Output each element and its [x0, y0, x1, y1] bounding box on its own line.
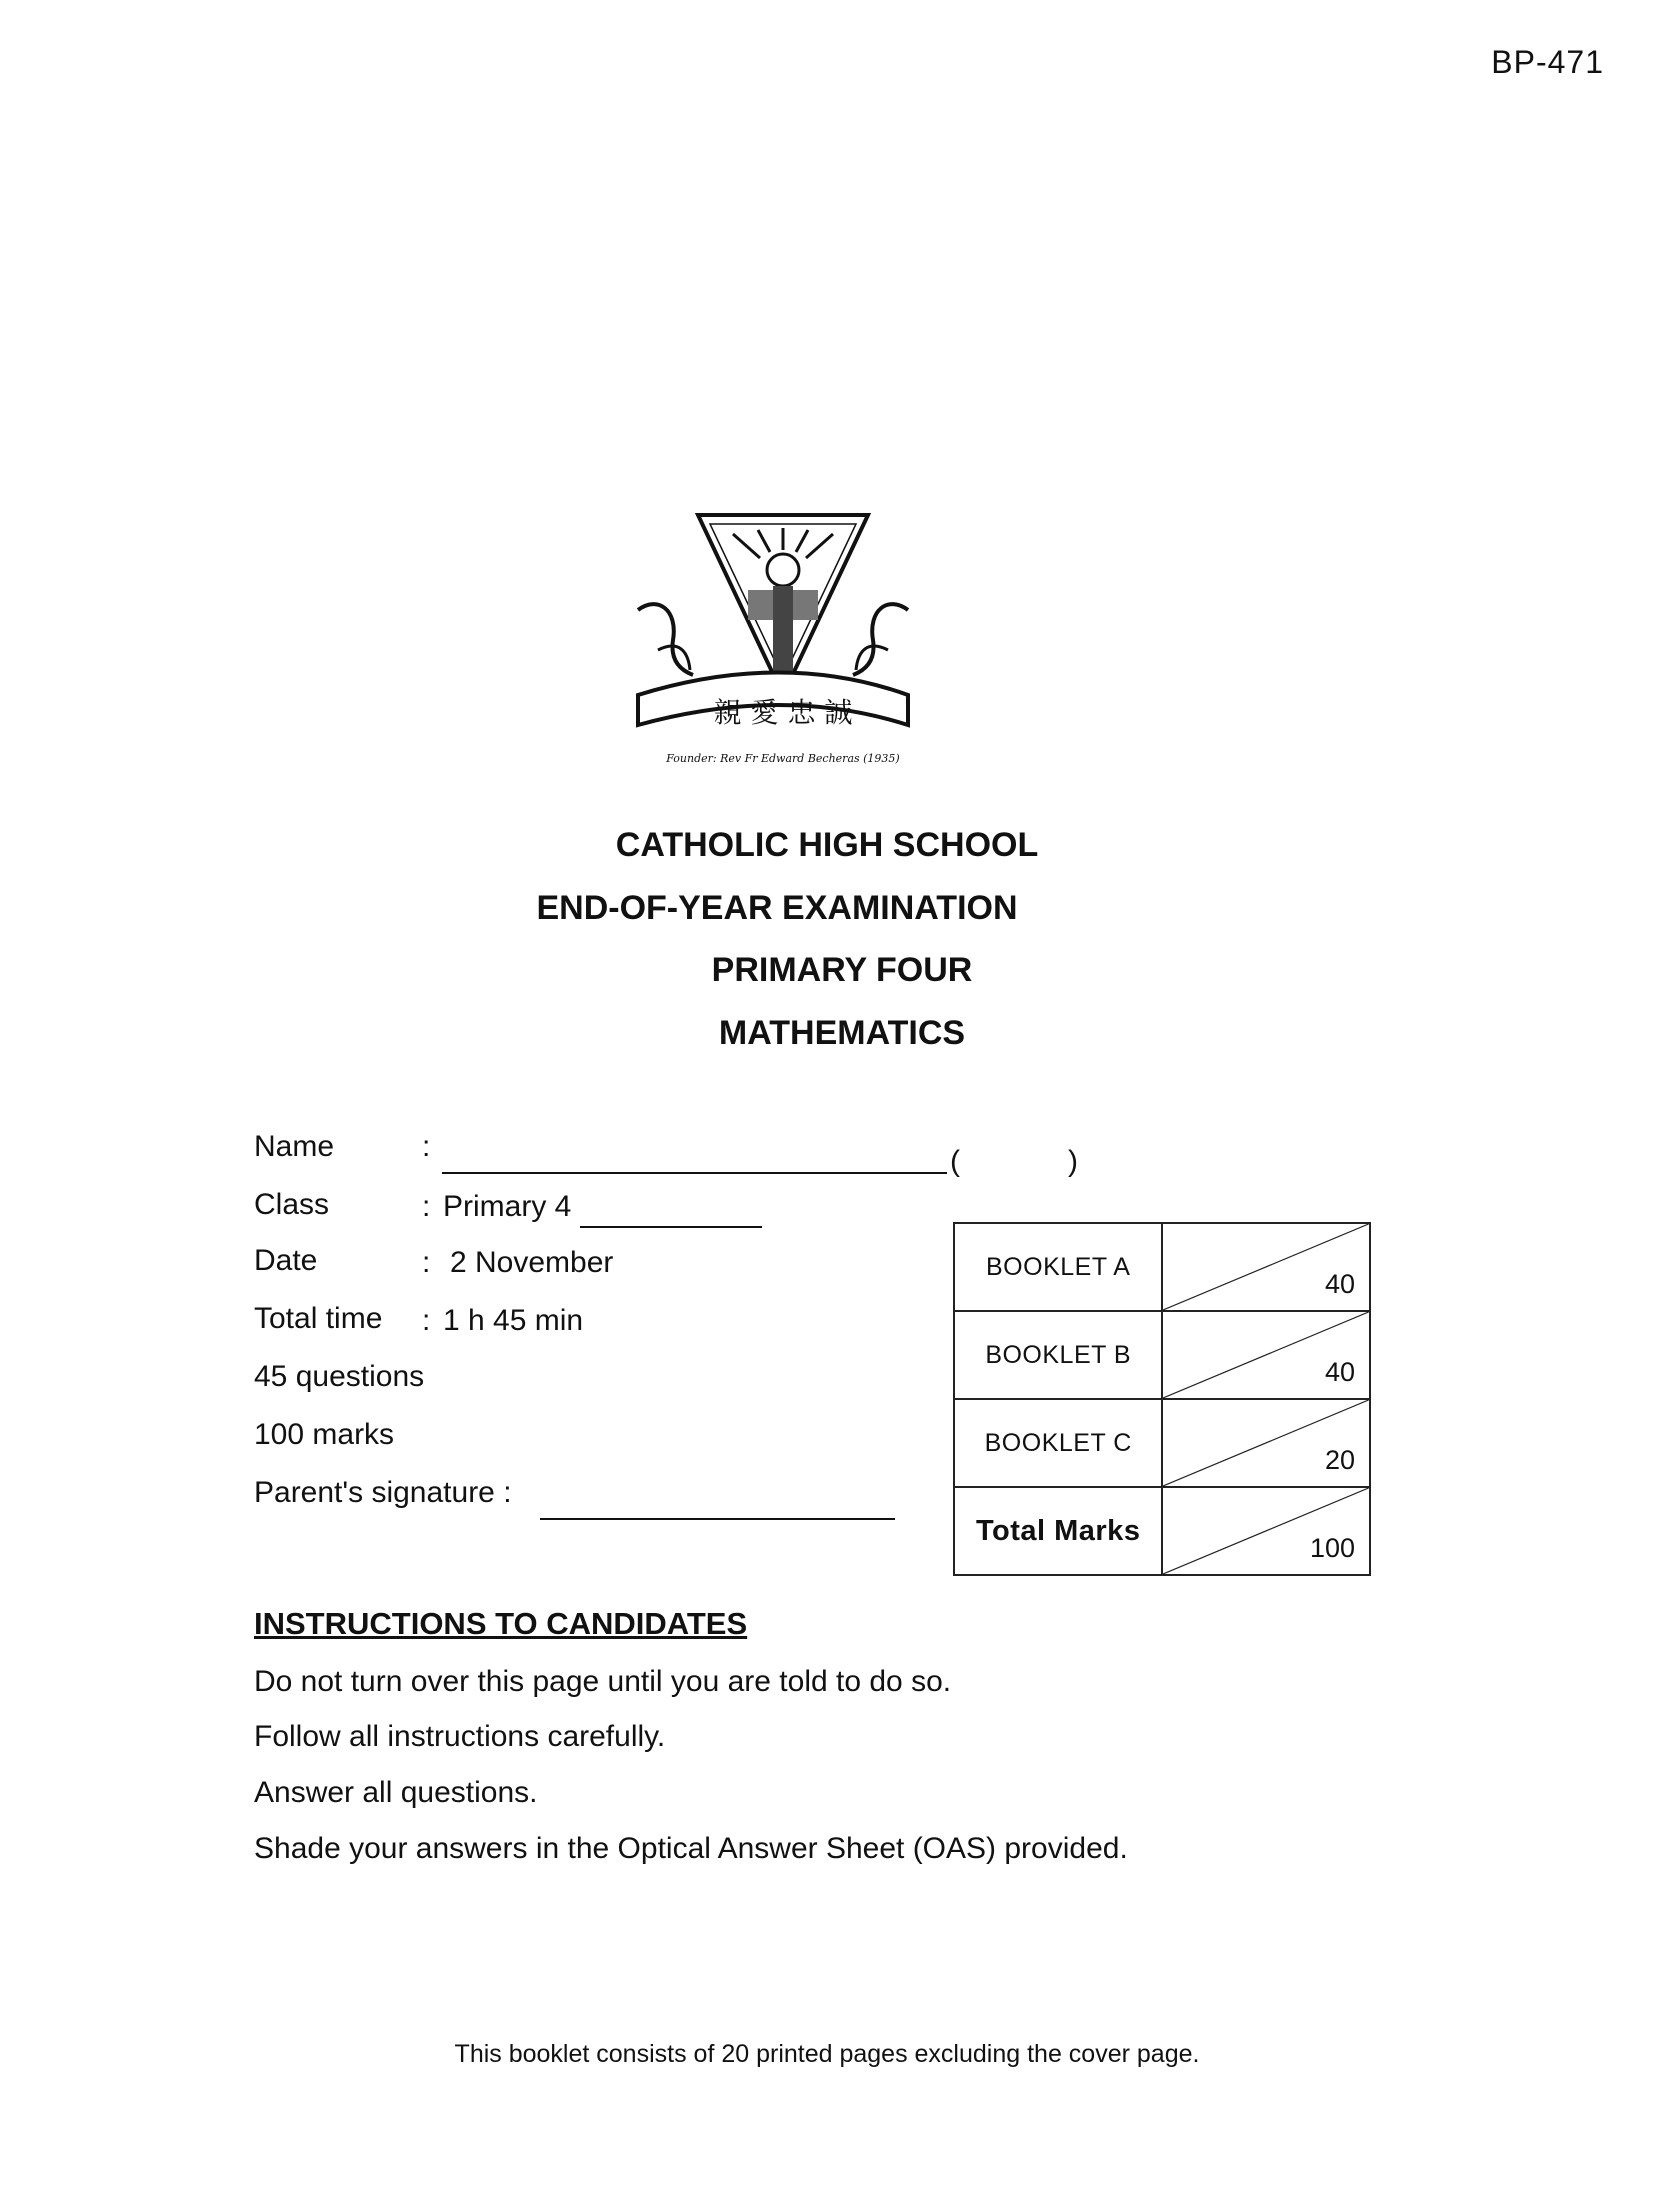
marks-table	[953, 1222, 1371, 1576]
class-value: Primary 4	[443, 1190, 572, 1223]
class-colon: :	[422, 1190, 431, 1223]
time-colon: :	[422, 1304, 431, 1337]
marks-score-cell[interactable]	[1162, 1311, 1370, 1399]
instruction-item: Do not turn over this page until you are told to do so.	[254, 1665, 952, 1698]
instruction-item: Answer all questions.	[254, 1776, 538, 1809]
marks-score-cell[interactable]	[1162, 1223, 1370, 1311]
marks-row	[954, 1223, 1370, 1311]
class-field[interactable]	[580, 1226, 762, 1228]
marks-max-value: 20	[1324, 1445, 1355, 1475]
name-colon: :	[422, 1130, 431, 1163]
school-name: CATHOLIC HIGH SCHOOL	[615, 826, 1039, 864]
marks-row-label: BOOKLET B	[954, 1311, 1162, 1399]
marks-row	[954, 1399, 1370, 1487]
exam-title: END-OF-YEAR EXAMINATION	[536, 889, 1018, 927]
crest-founder: Founder: Rev Fr Edward Becheras (1935)	[666, 752, 900, 765]
marks-score-cell[interactable]	[1162, 1399, 1370, 1487]
signature-field[interactable]	[540, 1518, 895, 1520]
exam-subject: MATHEMATICS	[718, 1014, 966, 1052]
date-label: Date	[254, 1244, 318, 1277]
name-label: Name	[254, 1130, 335, 1163]
questions-count: 45 questions	[254, 1360, 425, 1393]
signature-label: Parent's signature :	[254, 1476, 512, 1509]
index-bracket-open: (	[950, 1145, 960, 1178]
marks-row-label: BOOKLET A	[954, 1223, 1162, 1311]
exam-level: PRIMARY FOUR	[711, 951, 973, 989]
marks-score-cell[interactable]	[1162, 1487, 1370, 1575]
marks-max-value: 40	[1324, 1269, 1355, 1299]
total-marks-text: 100 marks	[254, 1418, 395, 1451]
school-crest	[618, 500, 928, 800]
instruction-item: Follow all instructions carefully.	[254, 1720, 666, 1753]
time-value: 1 h 45 min	[443, 1304, 584, 1337]
date-value: 2 November	[450, 1246, 614, 1279]
crest-motto: 親 愛 忠 誠	[713, 696, 853, 729]
marks-row-label: Total Marks	[954, 1487, 1162, 1575]
marks-row	[954, 1311, 1370, 1399]
marks-max-value: 40	[1324, 1357, 1355, 1387]
date-colon: :	[422, 1246, 431, 1279]
page-count-note: This booklet consists of 20 printed pages excluding the cover page.	[454, 2040, 1200, 2068]
name-field[interactable]	[442, 1172, 947, 1174]
instruction-item: Shade your answers in the Optical Answer Sheet (OAS) provided.	[254, 1832, 1128, 1865]
time-label: Total time	[254, 1302, 383, 1335]
class-label: Class	[254, 1188, 330, 1221]
index-bracket-close: )	[1068, 1145, 1078, 1178]
marks-max-value: 100	[1309, 1533, 1355, 1563]
marks-row-label: BOOKLET C	[954, 1399, 1162, 1487]
instructions-heading: INSTRUCTIONS TO CANDIDATES	[254, 1606, 748, 1641]
document-code: BP-471	[1491, 44, 1604, 80]
marks-row	[954, 1487, 1370, 1575]
